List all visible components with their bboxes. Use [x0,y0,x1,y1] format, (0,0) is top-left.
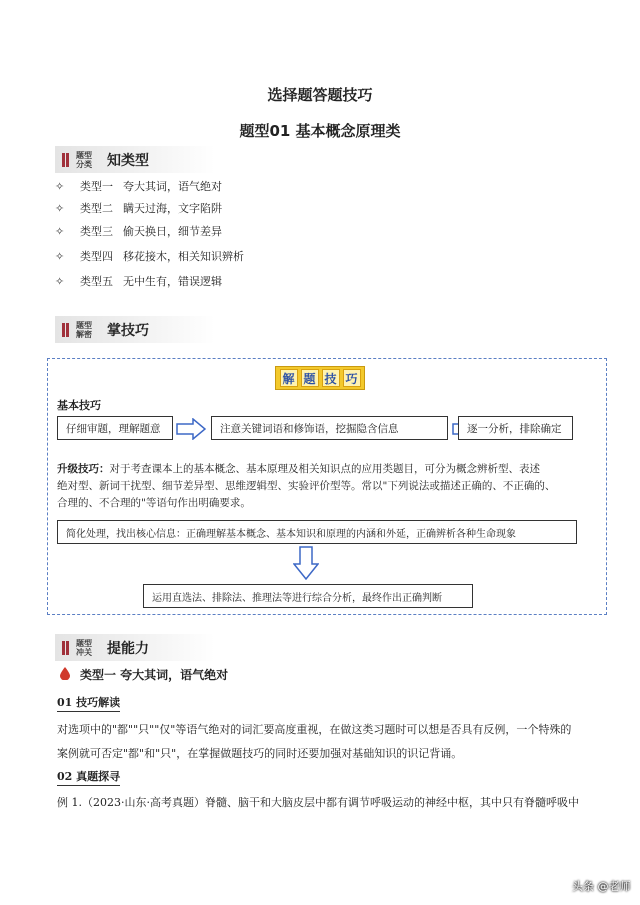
down-arrow-icon [293,546,319,580]
diamond-bullet-icon: ✧ [55,274,65,288]
subsection-heading: 02 真题探寻 [57,768,120,786]
diamond-bullet-icon: ✧ [55,249,65,263]
section-title: 掌技巧 [107,322,149,339]
section-tag: 题型 分类 [76,150,92,169]
list-item: ✧ 类型五 无中生有，错误逻辑 [55,274,222,288]
diamond-bullet-icon: ✧ [55,224,65,238]
list-item: ✧ 类型四 移花接木，相关知识辨析 [55,249,244,263]
section-bars-icon [62,641,69,655]
section-tag: 题型 冲关 [76,638,92,657]
drop-icon [60,667,70,680]
simplify-box: 简化处理，找出核心信息：正确理解基本概念、基本知识和原理的内涵和外延，正确辨析各种生命现象 [57,520,577,544]
section-header-skills [55,316,255,343]
basic-skills-label: 基本技巧 [57,399,101,412]
skills-badge: 解 题 技 巧 [275,366,365,390]
type-heading: 类型一 夸大其词，语气绝对 [80,668,229,682]
technique-paragraph: 对选项中的"都""只""仅"等语气绝对的词汇要高度重视，在做这类习题时可以想是否具有反例，一个特殊的 案例就可否定"都"和"只"，在掌握做题技巧的同时还要加强对基础知识的识记背诵。 [57,723,572,760]
diamond-bullet-icon: ✧ [55,201,65,215]
section-bars-icon [62,153,69,167]
right-arrow-icon [176,418,206,440]
section-title: 知类型 [107,152,149,169]
section-title: 提能力 [107,640,149,657]
section-bars-icon [62,323,69,337]
section-header-improve [55,634,255,661]
advanced-skills-paragraph: 升级技巧：对于考查课本上的基本概念、基本原理及相关知识点的应用类题目，可分为概念辨析型、表述 绝对型、新词干扰型、细节差异型、思维逻辑型、实验评价型等。常以"下列说法或描述正确的、不正确的、 合理的、不合理的"等语句作出明确要求。 [57,463,556,509]
subsection-heading: 01 技巧解读 [57,694,120,712]
section-header-types [55,146,255,173]
section-tag: 题型 解密 [76,320,92,339]
document-title: 选择题答题技巧 [267,86,373,104]
document-subtitle: 题型01 基本概念原理类 [239,122,401,140]
flow-step-2: 注意关键词语和修饰语，挖掘隐含信息 [211,416,448,440]
flow-step-1: 仔细审题，理解题意 [57,416,173,440]
diamond-bullet-icon: ✧ [55,179,65,193]
final-box: 运用直选法、排除法、推理法等进行综合分析，最终作出正确判断 [143,584,473,608]
flow-step-3: 逐一分析，排除确定 [458,416,573,440]
list-item: ✧ 类型二 瞒天过海，文字陷阱 [55,201,222,215]
list-item: ✧ 类型一 夸大其词，语气绝对 [55,179,222,193]
list-item: ✧ 类型三 偷天换日，细节差异 [55,224,222,238]
example-text: 例 1.（2023·山东·高考真题）脊髓、脑干和大脑皮层中都有调节呼吸运动的神经中枢，其中只有脊髓呼吸中 [57,796,579,809]
watermark: 头条 @老师 [572,880,631,893]
